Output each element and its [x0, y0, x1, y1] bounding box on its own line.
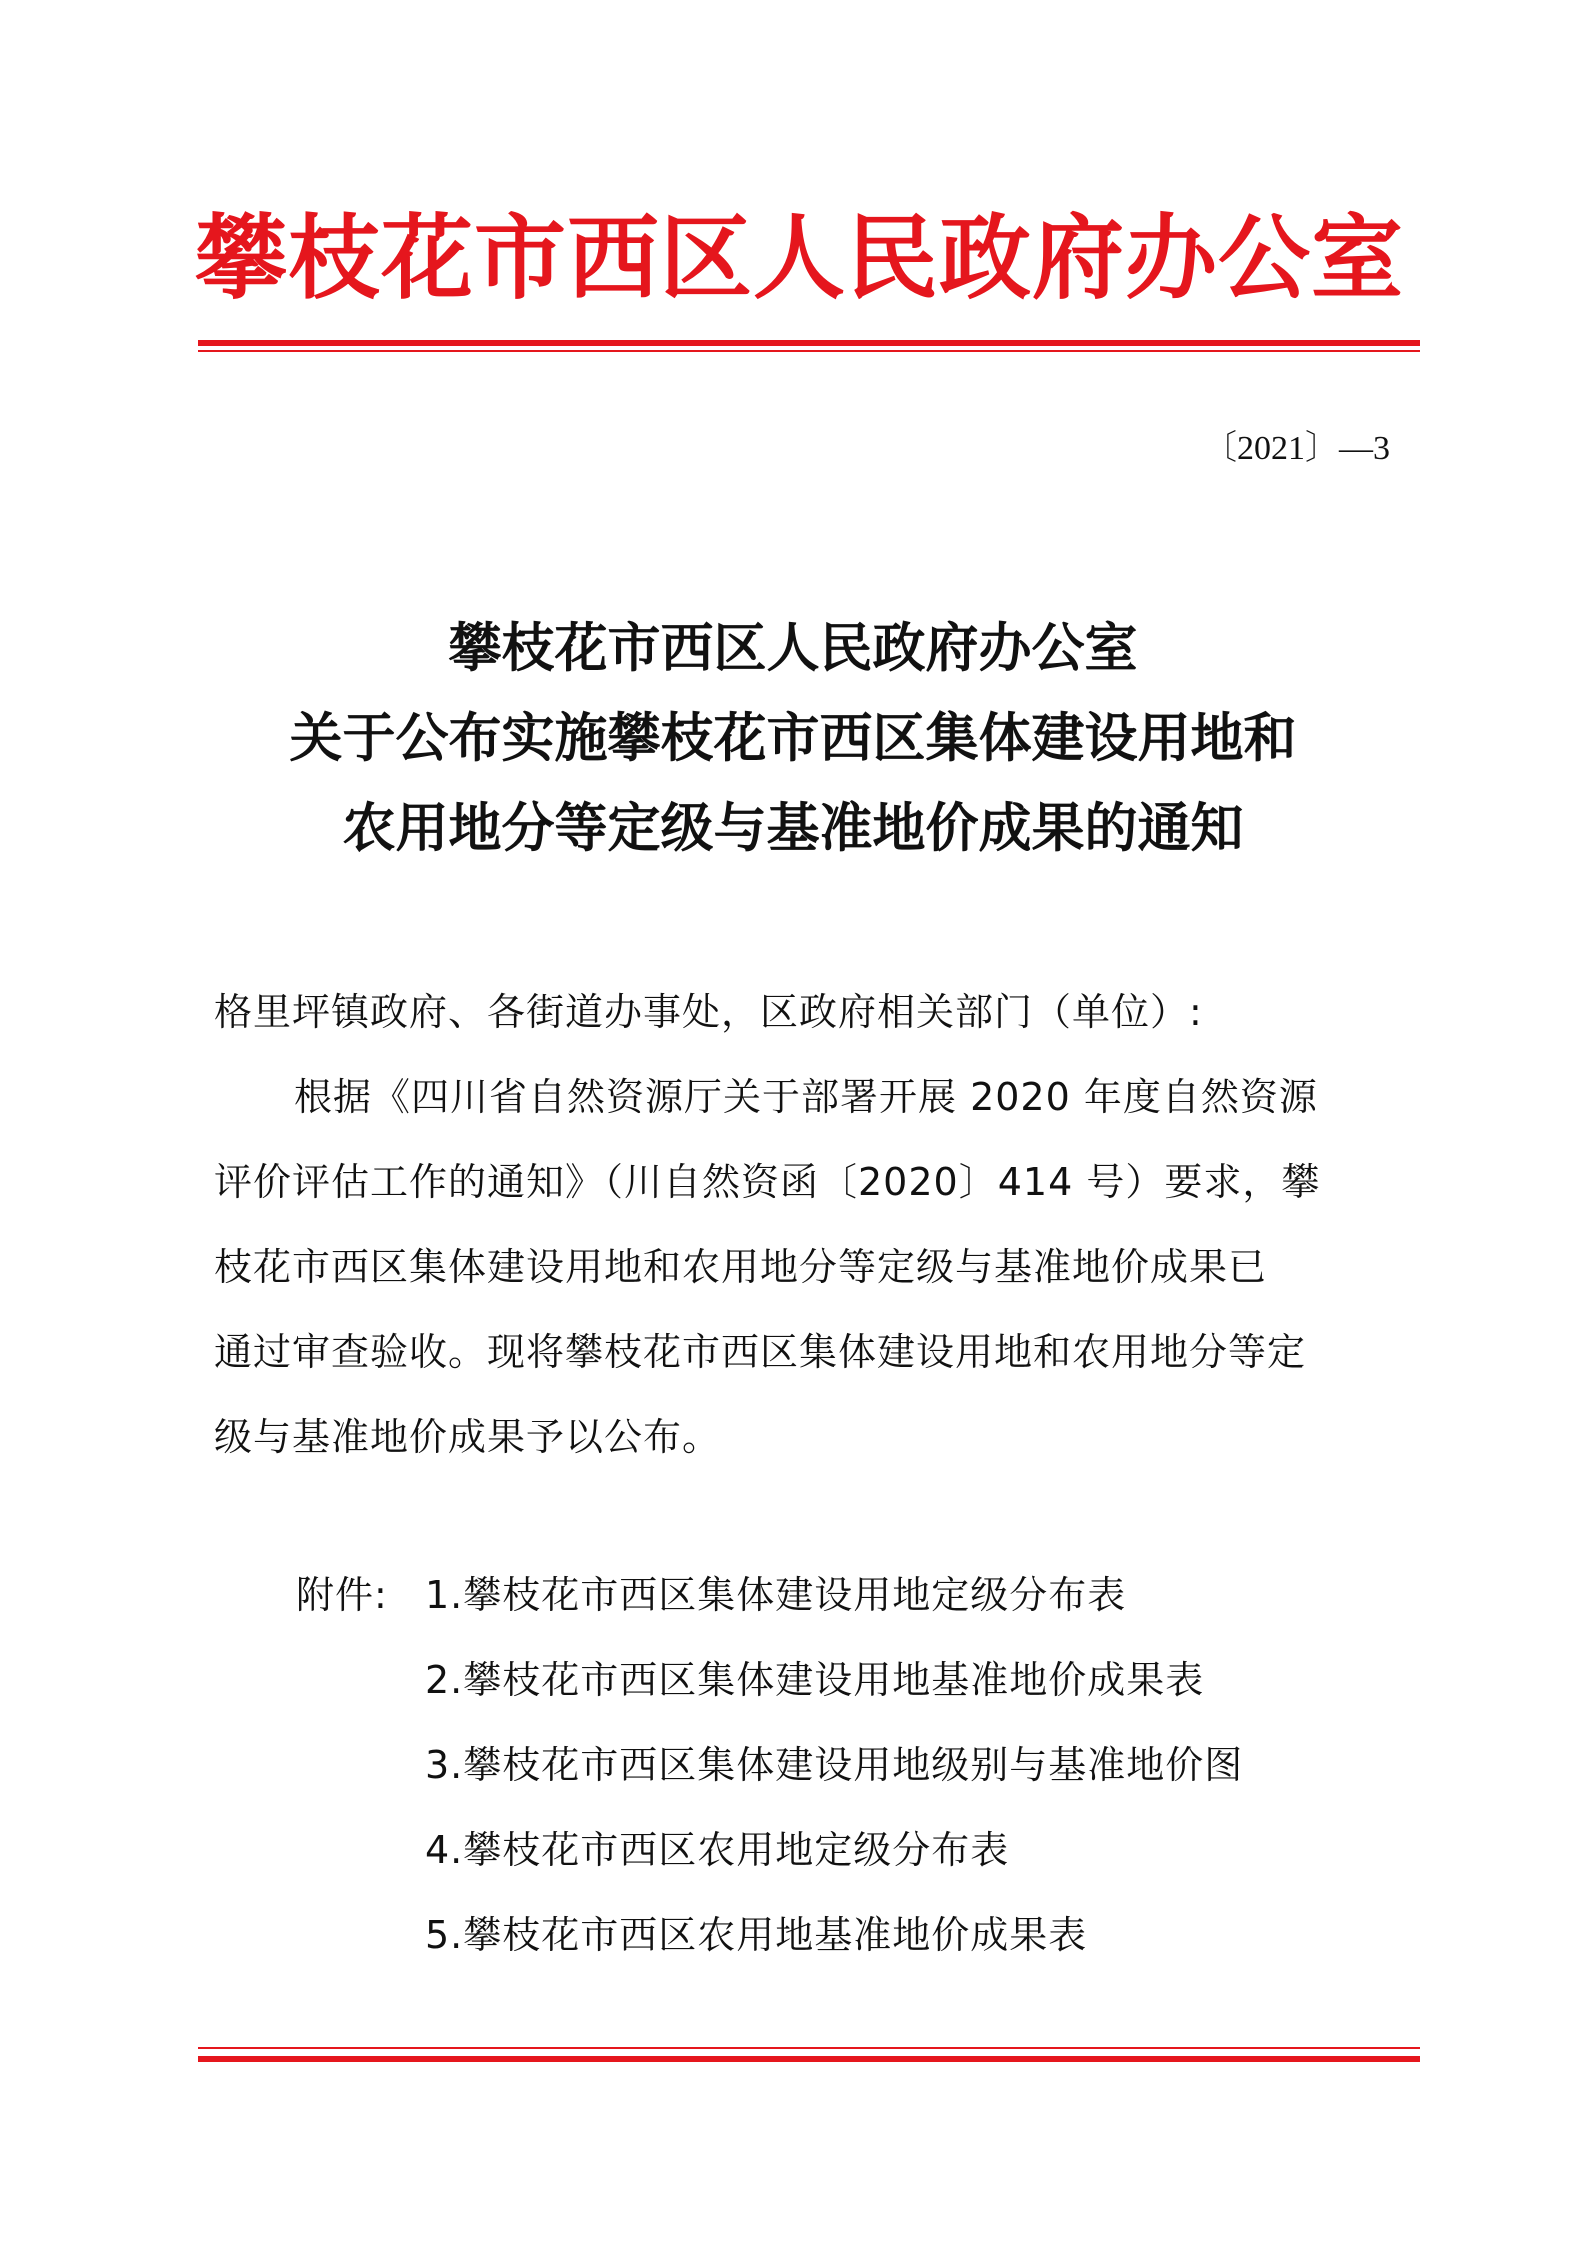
footer-divider-thin	[198, 2047, 1420, 2049]
attachment-item: 2.攀枝花市西区集体建设用地基准地价成果表	[425, 1658, 1205, 1702]
title-line-1: 攀枝花市西区人民政府办公室	[448, 617, 1138, 679]
footer-divider-thick	[198, 2056, 1420, 2062]
title-line-2: 关于公布实施攀枝花市西区集体建设用地和	[289, 707, 1297, 769]
paragraph-line: 根据《四川省自然资源厅关于部署开展 2020 年度自然资源	[294, 1075, 1318, 1119]
masthead-divider-thick	[198, 340, 1420, 346]
document-number: 〔2021〕—3	[1203, 430, 1390, 467]
paragraph-line: 评价评估工作的通知》（川自然资函〔2020〕414 号）要求，攀	[214, 1160, 1321, 1204]
masthead-divider-thin	[198, 350, 1420, 352]
addressee: 格里坪镇政府、各街道办事处，区政府相关部门（单位）:	[214, 990, 1203, 1034]
title-line-3: 农用地分等定级与基准地价成果的通知	[342, 797, 1244, 859]
attachment-item: 1.攀枝花市西区集体建设用地定级分布表	[425, 1573, 1127, 1617]
attachment-item: 5.攀枝花市西区农用地基准地价成果表	[425, 1913, 1088, 1957]
attachment-item: 4.攀枝花市西区农用地定级分布表	[425, 1828, 1010, 1872]
paragraph-line: 级与基准地价成果予以公布。	[214, 1415, 722, 1459]
paragraph-line: 通过审查验收。现将攀枝花市西区集体建设用地和农用地分等定	[214, 1330, 1307, 1374]
attachment-item: 3.攀枝花市西区集体建设用地级别与基准地价图	[425, 1743, 1244, 1787]
paragraph-line: 枝花市西区集体建设用地和农用地分等定级与基准地价成果已	[214, 1245, 1268, 1289]
masthead-org-name: 攀枝花市西区人民政府办公室	[195, 204, 1405, 312]
attachments-label: 附件:	[296, 1573, 388, 1617]
